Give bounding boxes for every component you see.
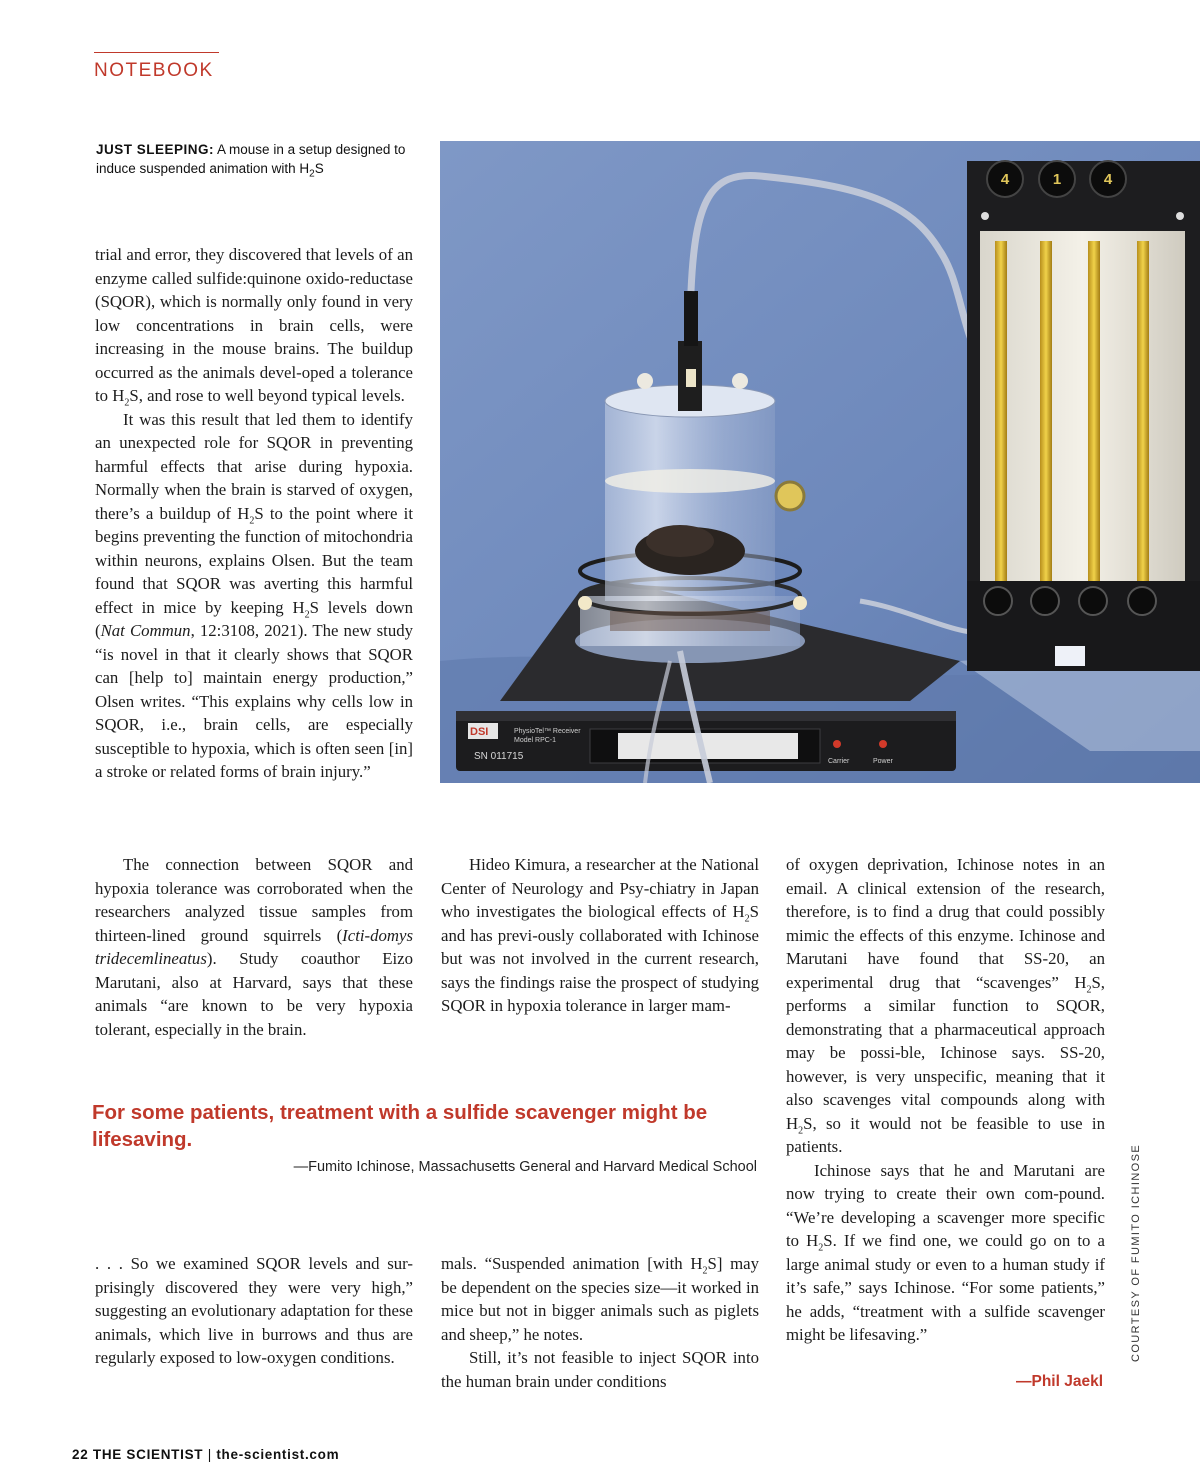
text-run: of oxygen deprivation, Ichinose notes in an email. A clinical extension of the research, therefore, is to find a drug that could possibly mimic the effects of this enzyme. Ichinose and Marutani have found that SS-20, an experimental drug that “scavenges” H [786, 855, 1105, 992]
subscript: 2 [124, 397, 130, 409]
text-run: S to the point where it begins preventing the function of mitochondria within neurons, explains Olsen. But the team found that SQOR was averting this harmful effect in mice by keeping H [95, 503, 413, 617]
page-number: 22 [72, 1447, 89, 1462]
pull-quote-attribution: —Fumito Ichinose, Massachusetts General and Harvard Medical School [293, 1159, 757, 1175]
paragraph: . . . So we examined SQOR levels and sur-prisingly discovered they were very high,” suggesting an evolutionary adaptation for these animals, which live in burrows and thus are regularly exposed to low-oxygen conditions. [95, 1254, 413, 1367]
text-run: Hideo Kimura, a researcher at the National Center of Neurology and Psy-chiatry in Japan who investigates the biological effects of H [441, 855, 759, 921]
text-run: S, so it would not be feasible to use in patients. [786, 1113, 1105, 1156]
journal-citation: Nat Commun [100, 621, 191, 640]
text-run: It was this result that led them to identify an unexpected role for SQOR in preventing harmful effects that arise during hypoxia. Normally when the brain is starved of oxygen, there’s a buildup of H [95, 409, 413, 523]
flowmeter-dial-3: 4 [1103, 171, 1113, 188]
species-name: Icti-domys tridecemlineatus [95, 925, 413, 968]
article-column-2 [441, 853, 759, 1018]
text-run: S levels down ( [95, 597, 413, 640]
paragraph: Still, it’s not feasible to inject SQOR into the human brain under conditions [441, 1348, 759, 1391]
text-run: , 12:3108, 2021). The new study “is novel in that it clearly shows that SQOR can [help to] maintain energy production,” Olsen writes. “This explains why cells low in SQOR, i.e., brain cells, are especially susceptible to hypoxia, which is often seen [in] a stroke or related forms of brain injury.” [95, 621, 413, 781]
footer-separator: | [207, 1447, 212, 1462]
receiver-brand: DSI [470, 726, 489, 738]
pull-quote: For some patients, treatment with a sulfide scavenger might be lifesaving. [92, 1101, 708, 1151]
text-run: S] may be dependent on the species size—it worked in mice but not in bigger animals such as piglets and sheep,” he notes. [441, 1254, 759, 1344]
paragraph [441, 1252, 759, 1346]
paragraph [95, 408, 413, 784]
text-run: S and has previ-ously collaborated with Ichinose but was not involved in the current research, says the findings raise the prospect of studying SQOR in hypoxia tolerance in larger mam- [441, 902, 759, 1015]
author-byline: —Phil Jaekl [1015, 1373, 1103, 1390]
text-run: The connection between SQOR and hypoxia tolerance was corroborated when the researchers analyzed tissue samples from thirteen-lined ground squirrels ( [95, 855, 413, 945]
caption-subscript: 2 [309, 168, 315, 180]
article-column-1-continued [95, 853, 413, 1041]
text-run: S, and rose to well beyond typical levels. [129, 386, 405, 405]
flowmeter-dial-1: 4 [1000, 171, 1010, 188]
paragraph [786, 1159, 1105, 1347]
subscript: 2 [304, 608, 310, 620]
section-rule [94, 52, 219, 53]
photo-credit: COURTESY OF FUMITO ICHINOSE [1130, 1143, 1142, 1362]
lab-setup-illustration [440, 141, 1200, 783]
article-column-5 [441, 1252, 759, 1393]
text-run: Ichinose says that he and Marutani are now trying to create their own com-pound. “We’re developing a scavenger more specific to H [786, 1160, 1105, 1250]
subscript: 2 [818, 1242, 824, 1254]
article-column-3 [786, 853, 1105, 1347]
magazine-url: the-scientist.com [216, 1447, 340, 1462]
text-run: ). Study coauthor Eizo Marutani, also at Harvard, says that these animals “are known to be very hypoxia tolerant, especially in the brain. [95, 949, 413, 1039]
caption-title: JUST SLEEPING: [96, 142, 215, 157]
photo-caption [96, 140, 416, 178]
receiver-model-line2: Model RPC-1 [514, 737, 557, 744]
magazine-name: THE SCIENTIST [92, 1447, 204, 1462]
text-run: mals. “Suspended animation [with H [441, 1254, 703, 1273]
paragraph [95, 243, 413, 408]
article-column-1 [95, 243, 413, 784]
carrier-label: Carrier [828, 758, 850, 765]
text-run: S. If we find one, we could go on to a large animal study or even to a human study if it’s safe,” says Ichinose. “For some patients,” he adds, “treatment with a sulfide scavenger might be lifesaving.” [786, 1231, 1105, 1344]
subscript: 2 [744, 913, 750, 925]
text-run: S, performs a similar function to SQOR, demonstrating that a pharmaceutical approach may be possi-ble, Ichinose says. SS-20, however, is very unspecific, meaning that it also scavenges vital compounds along with H [786, 972, 1105, 1133]
lab-setup-photo [440, 141, 1200, 783]
text-run: trial and error, they discovered that levels of an enzyme called sulfide:quinone oxido-reductase (SQOR), which is normally only found in very low concentrations in brain cells, were increasing in the mouse brains. The buildup occurred as the animals devel-oped a tolerance to H [95, 245, 413, 405]
caption-text: A mouse in a setup designed to induce suspended animation with H [96, 142, 406, 176]
power-label: Power [873, 758, 893, 765]
caption-text-end: S [314, 161, 324, 176]
page-footer [72, 1447, 339, 1462]
paragraph [786, 853, 1105, 1159]
subscript: 2 [1086, 983, 1092, 995]
subscript: 2 [798, 1124, 804, 1136]
subscript: 2 [249, 514, 255, 526]
receiver-model-line1: PhysioTel™ Receiver [514, 728, 581, 735]
article-column-4 [95, 1252, 413, 1370]
receiver-serial: SN 011715 [474, 751, 524, 762]
paragraph [95, 853, 413, 1041]
subscript: 2 [702, 1265, 708, 1277]
flowmeter-dial-2: 1 [1052, 171, 1062, 188]
section-label: NOTEBOOK [94, 60, 214, 81]
paragraph [441, 853, 759, 1018]
